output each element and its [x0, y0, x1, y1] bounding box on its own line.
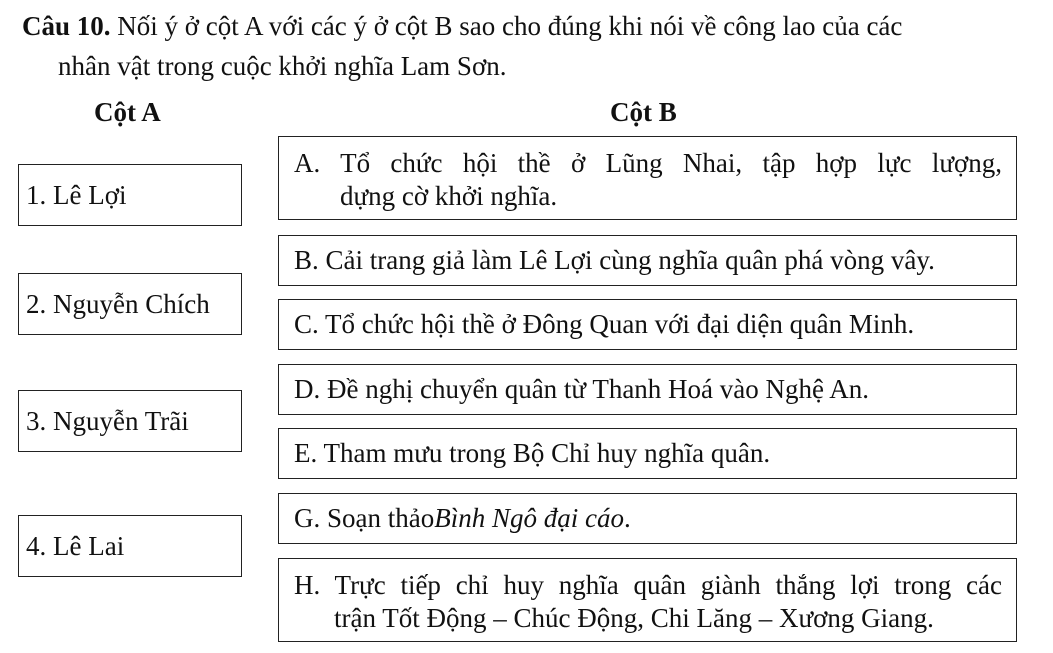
column-b-item-b[interactable]: B. Cải trang giả làm Lê Lợi cùng nghĩa quân phá vòng vây. — [278, 235, 1017, 286]
column-b-item-h-line1: H. Trực tiếp chỉ huy nghĩa quân giành thắng lợi trong các — [294, 570, 1002, 600]
column-b-item-c[interactable]: C. Tổ chức hội thề ở Đông Quan với đại diện quân Minh. — [278, 299, 1017, 350]
column-b-item-g-suffix: . — [623, 503, 631, 533]
column-a-heading: Cột A — [94, 97, 161, 127]
column-b-item-g-title: Bình Ngô đại cáo — [434, 503, 624, 533]
column-a-item-2[interactable]: 2. Nguyễn Chích — [18, 273, 242, 335]
column-b-item-h[interactable] — [278, 558, 1017, 642]
question-number: Câu 10. — [22, 11, 111, 41]
column-b-item-d[interactable]: D. Đề nghị chuyển quân từ Thanh Hoá vào Nghệ An. — [278, 364, 1017, 415]
column-a-item-3[interactable]: 3. Nguyễn Trãi — [18, 390, 242, 452]
question-line-2: nhân vật trong cuộc khởi nghĩa Lam Sơn. — [58, 51, 507, 81]
column-a-item-4[interactable]: 4. Lê Lai — [18, 515, 242, 577]
column-b-item-a-line2: dựng cờ khởi nghĩa. — [340, 181, 558, 211]
column-b-item-g-prefix: G. Soạn thảo — [294, 503, 435, 533]
column-b-item-e[interactable]: E. Tham mưu trong Bộ Chỉ huy nghĩa quân. — [278, 428, 1017, 479]
column-b-item-a-line1: A. Tổ chức hội thề ở Lũng Nhai, tập hợp lực lượng, — [294, 148, 1002, 178]
column-b-item-h-line2: trận Tốt Động – Chúc Động, Chi Lăng – Xương Giang. — [334, 603, 934, 633]
question-body: Nối ý ở cột A với các ý ở cột B sao cho đúng khi nói về công lao của các — [110, 11, 903, 41]
column-a-item-1[interactable]: 1. Lê Lợi — [18, 164, 242, 226]
column-b-item-a[interactable] — [278, 136, 1017, 220]
column-b-heading: Cột B — [610, 97, 677, 127]
question-text — [22, 6, 1032, 86]
column-b-item-g[interactable] — [278, 493, 1017, 544]
question-line-1 — [22, 6, 1032, 46]
